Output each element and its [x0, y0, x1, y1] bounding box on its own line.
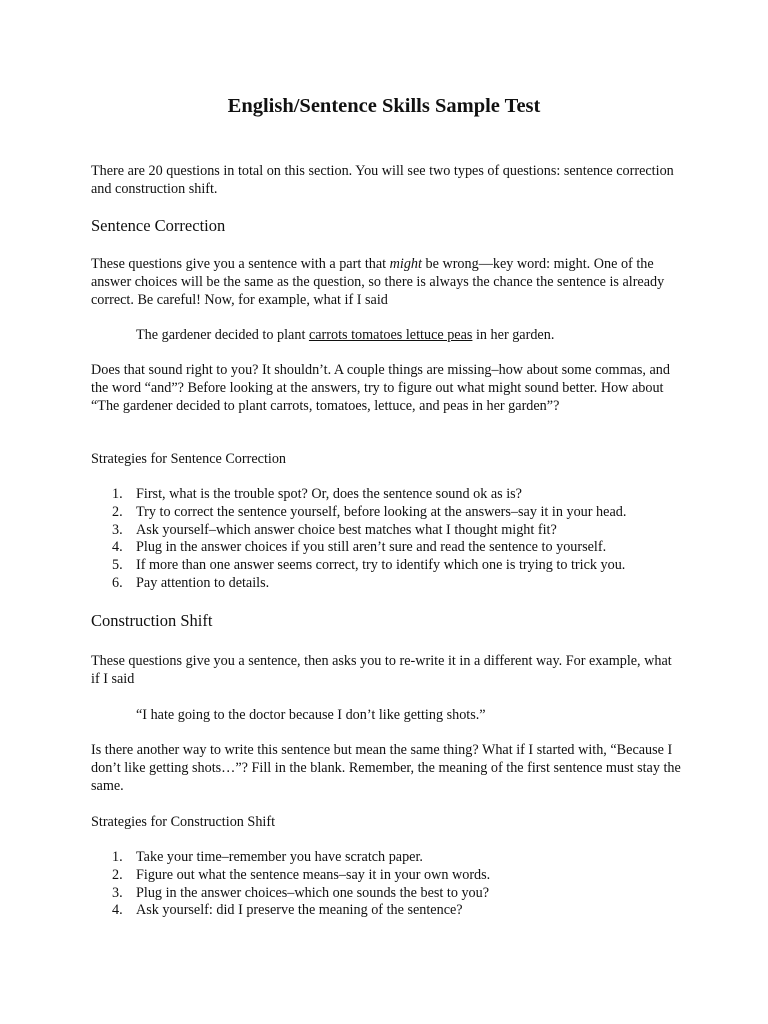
list-number: 1.	[112, 486, 123, 502]
strategies-list-construction-shift	[0, 849, 490, 920]
section-heading-construction-shift: Construction Shift	[91, 611, 213, 630]
list-number: 1.	[112, 849, 123, 865]
list-number: 3.	[112, 521, 123, 538]
sentence-correction-example	[136, 326, 554, 344]
list-item	[0, 867, 490, 885]
intro-paragraph: There are 20 questions in total on this section. You will see two types of questions: sentence correction and construction shift.	[91, 163, 674, 197]
list-text: Try to correct the sentence yourself, before looking at the answers–say it in your head.	[136, 503, 627, 520]
construction-shift-paragraph: These questions give you a sentence, then asks you to re-write it in a different way. For example, what if I said	[91, 653, 672, 687]
list-item	[0, 849, 490, 867]
list-number: 4.	[112, 902, 123, 919]
example-text: in her garden.	[472, 327, 555, 343]
section-heading-sentence-correction: Sentence Correction	[91, 216, 226, 235]
list-text: First, what is the trouble spot? Or, does the sentence sound ok as is?	[136, 486, 522, 502]
paragraph-text: be wrong—key word: might. One of the answer choices will be the same as the question, so there is always the chance the sentence is already correct. Be careful! Now, for example, what if I said	[91, 256, 665, 308]
list-item	[0, 504, 626, 522]
list-text: Take your time–remember you have scratch paper.	[136, 849, 423, 865]
list-text: If more than one answer seems correct, try to identify which one is trying to trick you.	[136, 557, 626, 574]
list-item	[0, 902, 490, 920]
list-item	[0, 486, 626, 504]
list-text: Ask yourself–which answer choice best matches what I thought might fit?	[136, 521, 557, 538]
list-text: Figure out what the sentence means–say it in your own words.	[136, 866, 491, 883]
list-number: 2.	[112, 866, 123, 883]
emphasized-word: might	[389, 256, 422, 272]
strategies-label-sentence-correction: Strategies for Sentence Correction	[91, 451, 287, 467]
list-text: Plug in the answer choices–which one sounds the best to you?	[136, 884, 490, 901]
example-text: The gardener decided to plant	[136, 327, 309, 343]
paragraph-text: These questions give you a sentence with a part that	[91, 256, 390, 272]
list-number: 2.	[112, 503, 123, 520]
list-number: 4.	[112, 539, 123, 556]
sentence-correction-paragraph	[91, 255, 681, 309]
list-item	[0, 575, 626, 593]
construction-shift-example: “I hate going to the doctor because I don’t like getting shots.”	[136, 707, 486, 723]
construction-shift-explanation: Is there another way to write this sentence but mean the same thing? What if I started with, “Because I don’t like getting shots…”? Fill in the blank. Remember, the meaning of the first sentence must stay the same.	[91, 742, 681, 794]
list-number: 6.	[112, 574, 123, 591]
list-number: 3.	[112, 884, 123, 901]
list-text: Plug in the answer choices if you still aren’t sure and read the sentence to yourself.	[136, 539, 607, 556]
list-text: Ask yourself: did I preserve the meaning of the sentence?	[136, 902, 463, 919]
list-item	[0, 522, 626, 540]
strategies-list-sentence-correction	[0, 486, 626, 593]
list-text: Pay attention to details.	[136, 574, 270, 591]
strategies-label-construction-shift: Strategies for Construction Shift	[91, 814, 276, 830]
page-title: English/Sentence Skills Sample Test	[227, 95, 541, 117]
list-item	[0, 557, 626, 575]
list-item	[0, 885, 490, 903]
list-item	[0, 539, 626, 557]
underlined-phrase: carrots tomatoes lettuce peas	[308, 327, 473, 343]
list-number: 5.	[112, 557, 123, 574]
sentence-correction-explanation: Does that sound right to you? It shouldn’t. A couple things are missing–how about some commas, and the word “and”? Before looking at the answers, try to figure out what might sound better. How about “The gardener decided to plant carrots, tomatoes, lettuce, and peas in her garden”?	[91, 362, 670, 414]
